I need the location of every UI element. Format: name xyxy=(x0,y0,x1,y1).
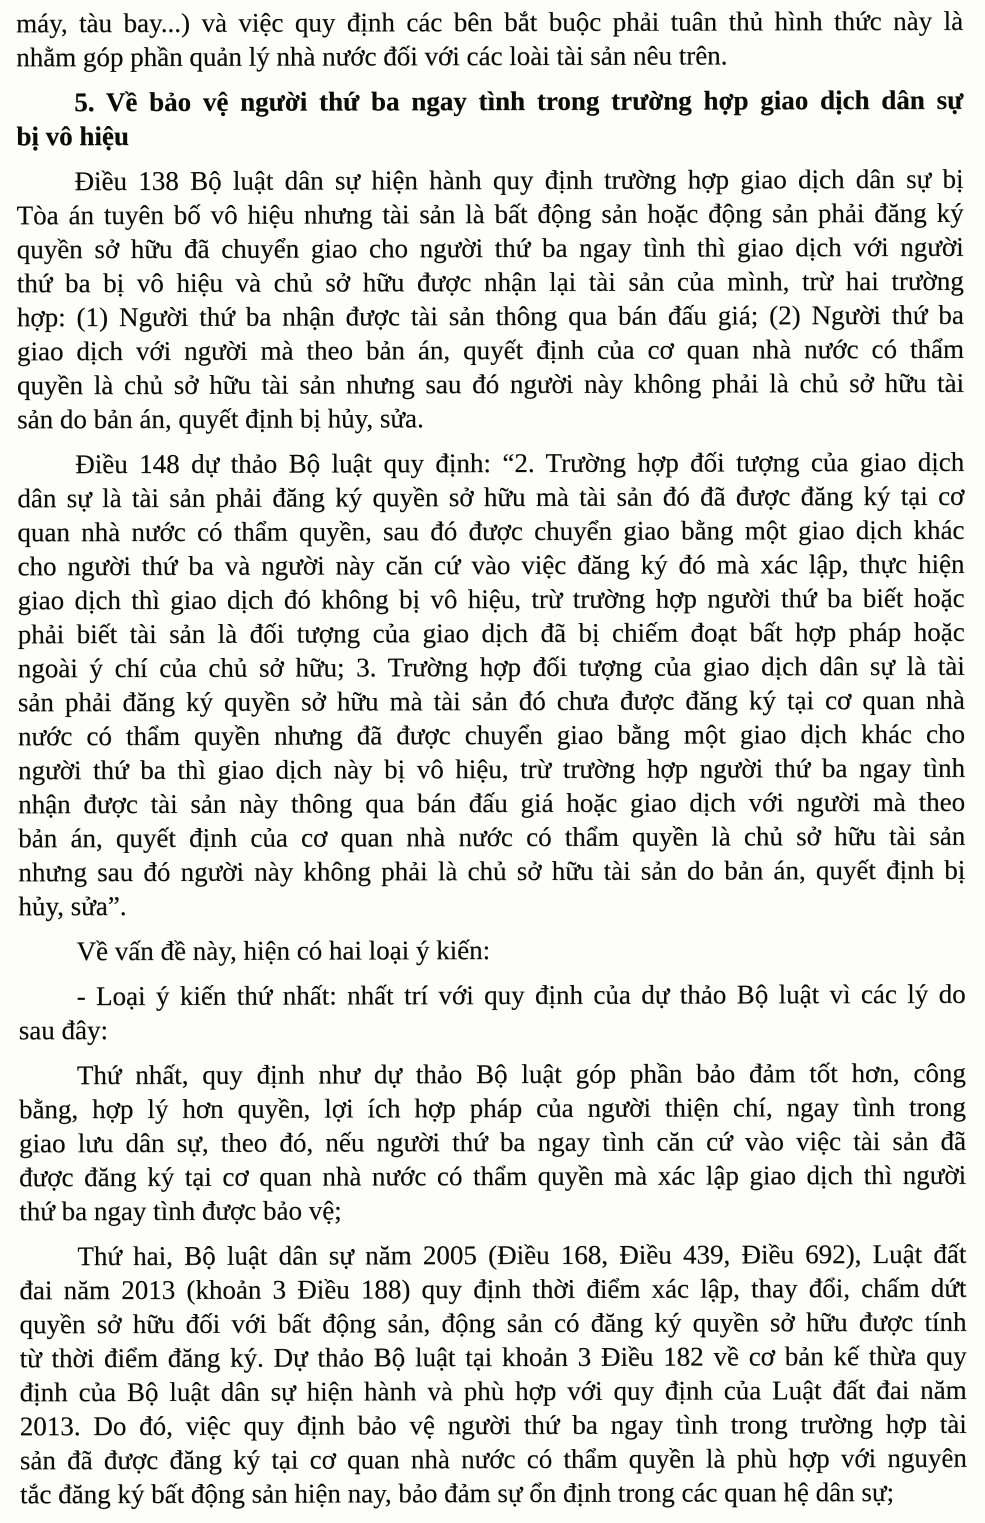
text-line: quan nhà nước có thẩm quyền, sau đó được chuyển giao bằng một giao dịch khác xyxy=(17,514,965,548)
text-line: Tòa án tuyên bố vô hiệu nhưng tài sản là bất động sản hoặc động sản phải đăng ký xyxy=(16,197,964,231)
text-line: hủy, sửa”. xyxy=(18,890,127,922)
text-line: sản do bản án, quyết định bị hủy, sửa. xyxy=(17,403,424,435)
section-heading xyxy=(16,83,963,153)
text-line: sản đã được đăng ký tại cơ quan nhà nước có thẩm quyền là phù hợp với nguyên xyxy=(19,1442,967,1476)
text-line: bản án, quyết định của cơ quan nhà nước có thẩm quyền là chủ sở hữu tài sản xyxy=(18,820,966,854)
text-line: nhận được tài sản này thông qua bán đấu giá hoặc giao dịch với người mà theo xyxy=(18,786,966,820)
text-line: Điều 138 Bộ luật dân sự hiện hành quy định trường hợp giao dịch dân sự bị xyxy=(74,163,964,197)
text-line: quyền là chủ sở hữu tài sản nhưng sau đó người này không phải là chủ sở hữu tài xyxy=(16,367,965,401)
text-line: sau đây: xyxy=(18,1015,108,1046)
text-line: đai năm 2013 (khoản 3 Điều 188) quy định thời điểm xác lập, thay đổi, chấm dứt xyxy=(19,1272,967,1306)
text-line: người thứ ba thì giao dịch này bị vô hiệu, trừ trường hợp người thứ ba ngay tình xyxy=(17,752,966,786)
text-line: bị vô hiệu xyxy=(16,120,129,152)
paragraph xyxy=(17,445,965,923)
text-line: quyền sở hữu đã chuyển giao cho người thứ ba ngay tình thì giao dịch với người xyxy=(16,231,964,265)
text-line: phải biết tài sản là đối tượng của giao dịch đã bị chiếm đoạt bất hợp pháp hoặc xyxy=(17,616,965,650)
text-line: hợp: (1) Người thứ ba nhận được tài sản thông qua bán đấu giá; (2) Người thứ ba xyxy=(16,299,964,333)
text-line: nhưng sau đó người này không phải là chủ sở hữu tài sản do bản án, quyết định bị xyxy=(18,854,966,888)
document-text xyxy=(16,4,967,1511)
text-line: dân sự là tài sản phải đăng ký quyền sở hữu mà tài sản đó đã được đăng ký tại cơ xyxy=(17,480,965,514)
paragraph xyxy=(16,162,964,436)
text-line: thứ ba ngay tình được bảo vệ; xyxy=(19,1195,342,1227)
text-line: từ thời điểm đăng ký. Dự thảo Bộ luật tại khoản 3 Điều 182 về cơ bản kế thừa quy xyxy=(19,1340,967,1374)
text-line: giao dịch với người mà theo bản án, quyết định của cơ quan nhà nước có thẩm xyxy=(16,333,964,367)
text-line: được đăng ký tại cơ quan nhà nước có thẩm quyền mà xác lập giao dịch thì người xyxy=(19,1159,967,1193)
paragraph xyxy=(19,1237,967,1511)
paragraph xyxy=(16,4,963,74)
text-line: Về vấn đề này, hiện có hai loại ý kiến: xyxy=(76,935,491,967)
text-line: định của Bộ luật dân sự hiện hành và phù hợp với quy định của Luật đất đai năm xyxy=(19,1374,967,1408)
paragraph xyxy=(19,1056,966,1228)
text-line: thứ ba bị vô hiệu và chủ sở hữu được nhận lại tài sản của mình, trừ hai trường xyxy=(16,265,964,299)
text-line: quyền sở hữu đối với bất động sản, động sản có đăng ký quyền sở hữu được tính xyxy=(19,1306,967,1340)
paragraph xyxy=(19,977,966,1047)
text-line: Điều 148 dự thảo Bộ luật quy định: “2. Trường hợp đối tượng của giao dịch xyxy=(75,446,965,480)
text-line: bằng, hợp lý hơn quyền, lợi ích hợp pháp của người thiện chí, ngay tình trong xyxy=(18,1091,966,1125)
text-line: Thứ nhất, quy định như dự thảo Bộ luật góp phần bảo đảm tốt hơn, công xyxy=(76,1057,966,1091)
text-line: 5. Về bảo vệ người thứ ba ngay tình trong trường hợp giao dịch dân sự xyxy=(74,84,964,118)
text-line: giao lưu dân sự, theo đó, nếu người thứ ba ngay tình căn cứ vào việc tài sản đã xyxy=(18,1125,967,1159)
text-line: tắc đăng ký bất động sản hiện nay, bảo đảm sự ổn định trong các quan hệ dân sự; xyxy=(19,1476,895,1510)
text-line: máy, tàu bay...) và việc quy định các bên bắt buộc phải tuân thủ hình thức này là xyxy=(16,5,964,39)
text-line: nước có thẩm quyền nhưng đã được chuyển giao bằng một giao dịch khác cho xyxy=(17,718,965,752)
text-line: sản phải đăng ký quyền sở hữu mà tài sản đó chưa được đăng ký tại cơ quan nhà xyxy=(17,684,965,718)
text-line: nhằm góp phần quản lý nhà nước đối với các loài tài sản nêu trên. xyxy=(16,40,728,73)
text-line: Thứ hai, Bộ luật dân sự năm 2005 (Điều 168, Điều 439, Điều 692), Luật đất xyxy=(77,1238,967,1272)
text-line: cho người thứ ba và người này căn cứ vào việc đăng ký đó mà xác lập, thực hiện xyxy=(17,548,965,582)
text-line: 2013. Do đó, việc quy định bảo vệ người thứ ba ngay tình trong trường hợp tài xyxy=(19,1408,967,1442)
text-line: ngoài ý chí của chủ sở hữu; 3. Trường hợp đối tượng của giao dịch dân sự là tài xyxy=(17,650,965,684)
text-line: giao dịch thì giao dịch đó không bị vô hiệu, trừ trường hợp người thứ ba biết hoặc xyxy=(17,582,965,616)
paragraph xyxy=(18,932,965,968)
text-line: - Loại ý kiến thứ nhất: nhất trí với quy định của dự thảo Bộ luật vì các lý do xyxy=(76,978,966,1012)
